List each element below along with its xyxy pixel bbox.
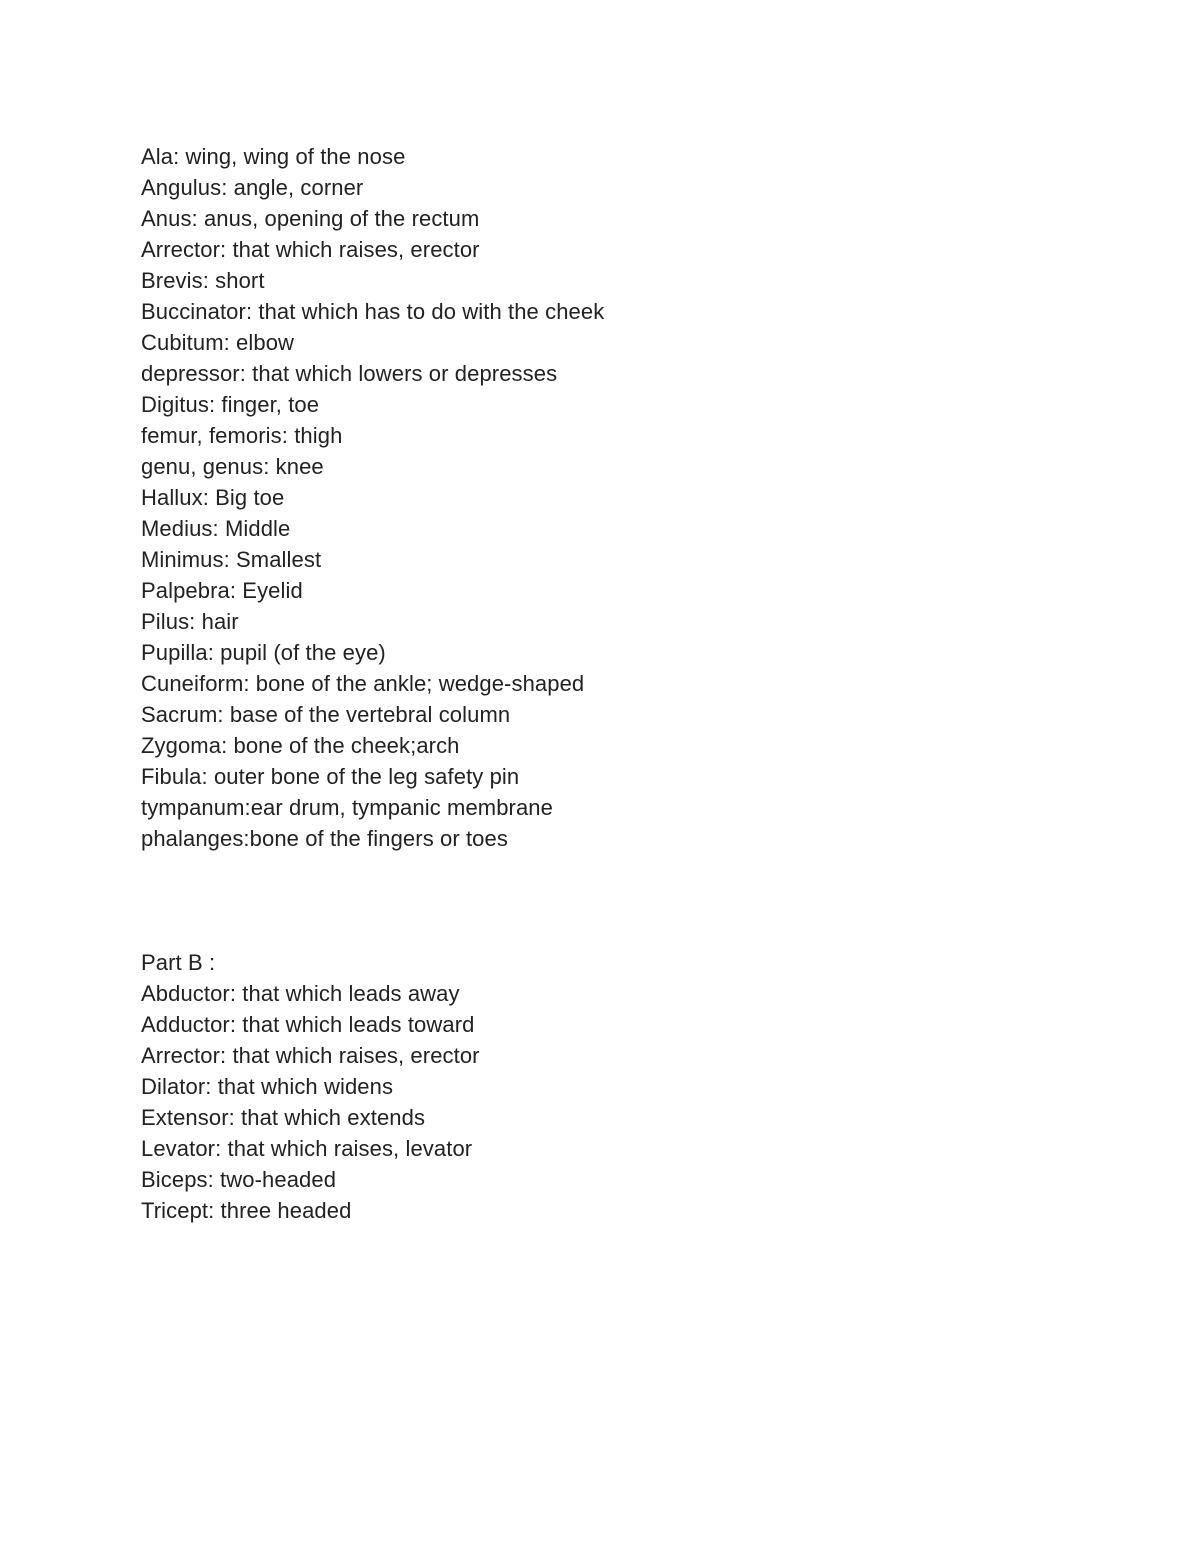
term-line: Ala: wing, wing of the nose (141, 144, 406, 169)
term-line: Brevis: short (141, 268, 265, 293)
document-page (141, 141, 1101, 1226)
term-line: Dilator: that which widens (141, 1074, 394, 1099)
term-line: Arrector: that which raises, erector (141, 1043, 480, 1068)
term-line: Cuneiform: bone of the ankle; wedge-shaped (141, 671, 585, 696)
term-line: Pupilla: pupil (of the eye) (141, 640, 386, 665)
part-b-heading: Part B : (141, 950, 216, 975)
term-line: Arrector: that which raises, erector (141, 237, 480, 262)
term-line: Buccinator: that which has to do with the cheek (141, 299, 605, 324)
term-line: phalanges:bone of the fingers or toes (141, 826, 508, 851)
term-line: Tricept: three headed (141, 1198, 352, 1223)
term-line: Digitus: finger, toe (141, 392, 320, 417)
term-line: Medius: Middle (141, 516, 291, 541)
term-line: genu, genus: knee (141, 454, 324, 479)
term-line: Palpebra: Eyelid (141, 578, 303, 603)
term-line: depressor: that which lowers or depresses (141, 361, 558, 386)
term-line: Fibula: outer bone of the leg safety pin (141, 764, 520, 789)
term-line: Anus: anus, opening of the rectum (141, 206, 480, 231)
part-a-list (141, 141, 1101, 854)
term-line: Biceps: two-headed (141, 1167, 337, 1192)
term-line: femur, femoris: thigh (141, 423, 343, 448)
term-line: Cubitum: elbow (141, 330, 295, 355)
term-line: Levator: that which raises, levator (141, 1136, 473, 1161)
term-line: Sacrum: base of the vertebral column (141, 702, 511, 727)
term-line: Zygoma: bone of the cheek;arch (141, 733, 460, 758)
term-line: Extensor: that which extends (141, 1105, 426, 1130)
term-line: Abductor: that which leads away (141, 981, 460, 1006)
term-line: Angulus: angle, corner (141, 175, 364, 200)
term-line: Adductor: that which leads toward (141, 1012, 475, 1037)
part-b-list (141, 947, 1101, 1226)
term-line: Hallux: Big toe (141, 485, 285, 510)
term-line: Pilus: hair (141, 609, 239, 634)
term-line: tympanum:ear drum, tympanic membrane (141, 795, 553, 820)
term-line: Minimus: Smallest (141, 547, 322, 572)
